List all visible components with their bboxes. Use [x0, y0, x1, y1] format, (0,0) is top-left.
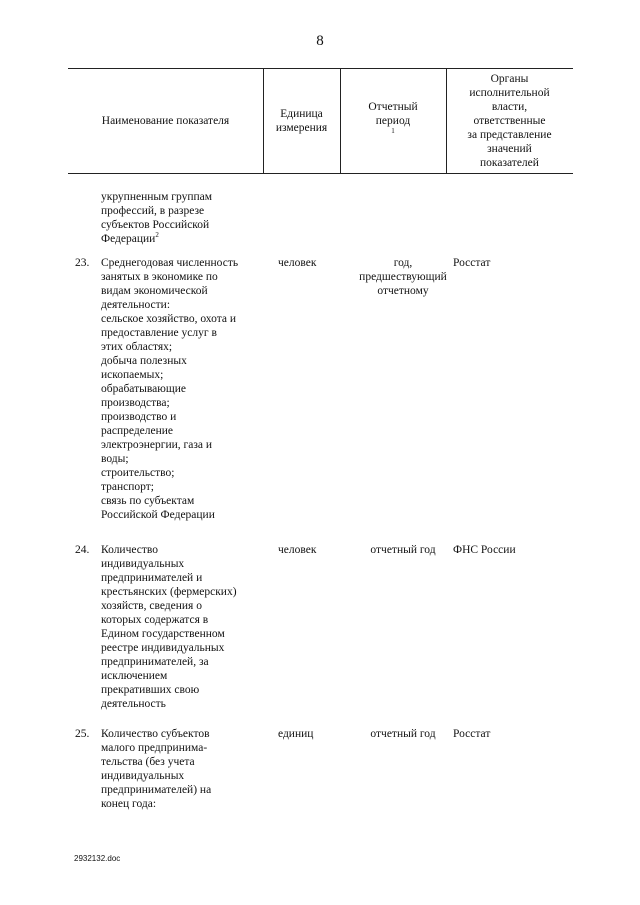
responsible-authority: ФНС России — [453, 544, 516, 556]
indicator-name-line: Едином государственном — [101, 628, 225, 640]
indicator-name-line: тельства (без учета — [101, 756, 195, 768]
indicator-name-line: индивидуальных — [101, 770, 185, 782]
reporting-period-line: предшествующий — [359, 271, 447, 283]
indicator-name-line: Среднегодовая численность — [101, 257, 239, 269]
indicator-name-line: деятельности: — [101, 299, 171, 311]
indicator-name-line: которых содержатся в — [101, 614, 209, 626]
indicator-name-line: ископаемых; — [101, 369, 164, 381]
header-bottom-rule — [68, 173, 573, 174]
indicator-name-line: этих областях; — [101, 341, 173, 353]
row-number: 25. — [75, 728, 90, 740]
indicator-name-line: индивидуальных — [101, 558, 185, 570]
header-indicator-name: Наименование показателя — [101, 114, 230, 127]
indicator-name-line: строительство; — [101, 467, 175, 479]
indicator-name-line: малого предпринима- — [101, 742, 208, 754]
reporting-period-line: год, — [393, 257, 413, 269]
reporting-period — [348, 543, 458, 557]
indicator-name-line: видам экономической — [101, 285, 208, 297]
responsible-authority: Росстат — [453, 257, 491, 269]
indicator-name-line: электроэнергии, газа и — [101, 439, 213, 451]
indicator-name-line: сельское хозяйство, охота и — [101, 313, 237, 325]
indicator-name — [101, 543, 266, 711]
indicator-name-line: Российской Федерации — [101, 509, 215, 521]
indicator-name-line: хозяйств, сведения о — [101, 600, 202, 612]
indicator-name-line: предпринимателей, за — [101, 656, 209, 668]
indicator-name-line: добыча полезных — [101, 355, 187, 367]
indicator-name-line: обрабатывающие — [101, 383, 186, 395]
footnote-mark: 2 — [155, 231, 159, 240]
indicator-name-line: предоставление услуг в — [101, 327, 217, 339]
indicator-name-line: производства; — [101, 397, 170, 409]
reporting-period-line: отчетный год — [370, 544, 436, 556]
indicator-name-line: реестре индивидуальных — [101, 642, 225, 654]
reporting-period — [348, 256, 458, 298]
file-name: 2932132.doc — [74, 854, 121, 863]
continued-cell-text: укрупненным группам профессий, в разрезе субъектов Российской Федерации$^2$ — [101, 191, 213, 245]
page-number: 8 — [316, 33, 324, 49]
unit-of-measure: человек — [278, 544, 317, 556]
unit-of-measure: человек — [278, 257, 317, 269]
header-period: Отчетный период $^1$ — [368, 100, 418, 135]
indicator-name-line: крестьянских (фермерских) — [101, 586, 237, 598]
indicator-name-line: Количество субъектов — [101, 728, 210, 740]
header-unit: Единица измерения — [275, 107, 328, 134]
header-authority: Органы исполнительной власти, ответственные за представление значений показателей — [467, 72, 552, 169]
responsible-authority: Росстат — [453, 728, 491, 740]
unit-of-measure: единиц — [278, 728, 314, 740]
row-number: 23. — [75, 257, 90, 269]
reporting-period — [348, 727, 458, 741]
indicator-name — [101, 256, 266, 522]
indicator-name-line: предпринимателей) на — [101, 784, 212, 796]
indicator-name-line: распределение — [101, 425, 174, 437]
indicator-name-line: исключением — [101, 670, 168, 682]
indicator-name-line: транспорт; — [101, 481, 155, 493]
reporting-period-line: отчетный год — [370, 728, 436, 740]
indicator-name-line: воды; — [101, 453, 129, 465]
indicator-name-line: Количество — [101, 544, 158, 556]
indicator-name-line: конец года: — [101, 798, 157, 810]
indicator-name — [101, 727, 266, 811]
indicator-name-line: связь по субъектам — [101, 495, 195, 507]
indicator-name-line: производство и — [101, 411, 177, 423]
row-number: 24. — [75, 544, 90, 556]
indicator-name-line: занятых в экономике по — [101, 271, 218, 283]
reporting-period-line: отчетному — [377, 285, 429, 297]
indicator-name-line: прекративших свою — [101, 684, 200, 696]
footnote-mark: 1 — [391, 126, 395, 135]
indicator-name-line: предпринимателей и — [101, 572, 203, 584]
indicator-name-line: деятельность — [101, 698, 166, 710]
